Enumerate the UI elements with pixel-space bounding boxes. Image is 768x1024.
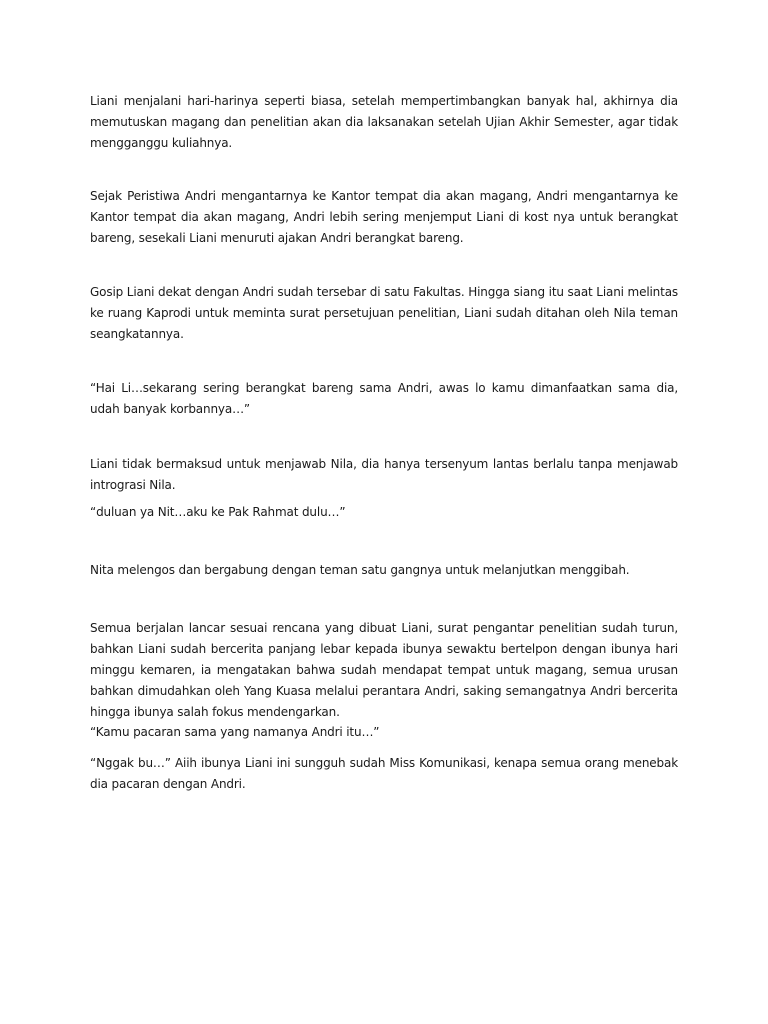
paragraph-9-dialogue: “Kamu pacaran sama yang namanya Andri itu…” [90, 725, 380, 739]
paragraph-1: Liani menjalani hari-harinya seperti biasa, setelah mempertimbangkan banyak hal, akhirnya dia memutuskan magang dan penelitian akan dia laksanakan setelah Ujian Akhir Semester, agar tidak mengganggu kuliahnya. [90, 94, 678, 150]
paragraph-10: “Nggak bu…” Aiih ibunya Liani ini sungguh sudah Miss Komunikasi, kenapa semua orang menebak dia pacaran dengan Andri. [90, 756, 678, 791]
paragraph-5: Liani tidak bermaksud untuk menjawab Nila, dia hanya tersenyum lantas berlalu tanpa menjawab intrograsi Nila. [90, 457, 678, 492]
paragraph-8: Semua berjalan lancar sesuai rencana yang dibuat Liani, surat pengantar penelitian sudah turun, bahkan Liani sudah bercerita panjang lebar kepada ibunya sewaktu bertelpon dengan ibunya hari minggu kemaren, ia mengatakan bahwa sudah mendapat tempat untuk magang, semua urusan bahkan dimudahkan oleh Yang Kuasa melalui perantara Andri, saking semangatnya Andri bercerita hingga ibunya salah fokus mendengarkan. [90, 621, 678, 719]
paragraph-4-dialogue: “Hai Li…sekarang sering berangkat bareng sama Andri, awas lo kamu dimanfaatkan sama dia, udah banyak korbannya…” [90, 381, 678, 416]
paragraph-6-dialogue: “duluan ya Nit…aku ke Pak Rahmat dulu…” [90, 505, 346, 519]
paragraph-2: Sejak Peristiwa Andri mengantarnya ke Kantor tempat dia akan magang, Andri mengantarnya ke Kantor tempat dia akan magang, Andri lebih sering menjemput Liani di kost nya untuk berangkat bareng, sesekali Liani menuruti ajakan Andri berangkat bareng. [90, 189, 678, 245]
paragraph-7: Nita melengos dan bergabung dengan teman satu gangnya untuk melanjutkan menggibah. [90, 563, 630, 577]
paragraph-3: Gosip Liani dekat dengan Andri sudah tersebar di satu Fakultas. Hingga siang itu saat Liani melintas ke ruang Kaprodi untuk meminta surat persetujuan penelitian, Liani sudah ditahan oleh Nila teman seangkatannya. [90, 285, 678, 341]
